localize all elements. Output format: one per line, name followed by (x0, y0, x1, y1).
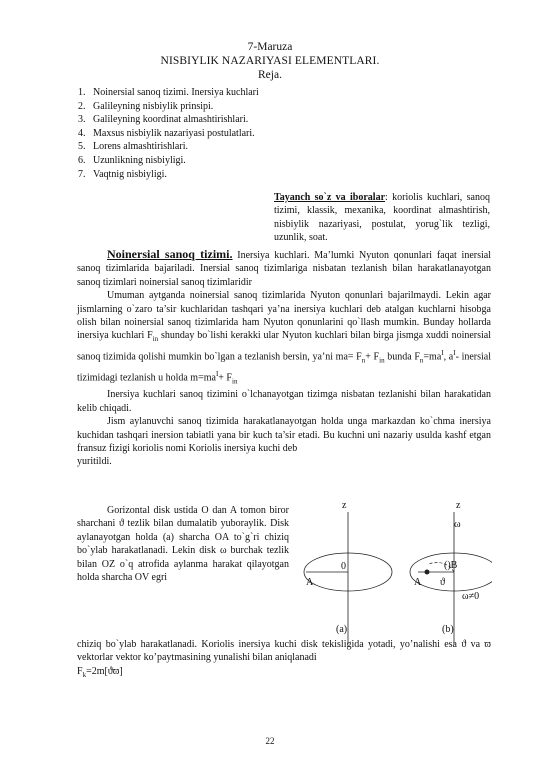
plan-item: 3. Galileyning koordinat almashtirishlari. (78, 114, 249, 126)
omega-label: ω (454, 519, 461, 530)
paragraph: Gorizontal disk ustida O dan A tomon biror sharchani ϑ tezlik bilan dumalatib yuboraylik. Disk aylanayotgan holda (a) sharcha OA to`g`ri chiziq bo`ylab harakatlanadi. Lekin disk ω burchak tezlik bilan OZ o`q atrofida aylanma harakat qilayotgan holda sharcha OV egri (77, 505, 289, 584)
ob-label: ()B (444, 560, 458, 571)
keywords-label: Tayanch so`z va iboralar (274, 192, 386, 203)
plan-heading: Reja. (258, 69, 282, 81)
paragraph: chiziq bo`ylab harakatlanadi. Koriolis inersiya kuchi disk tekisligida yotadi, yo’nalishi esa ϑ va ϖ vektorlar vektor ko’paytmasining yunalishi bilan aniqlanadi (77, 639, 491, 664)
paragraph: Umuman aytganda noinersial sanoq tizimlarida Nyuton qonunlari bajarilmaydi. Lekin agar jismlarning o`zaro ta’sir kuchlaridan tashqari ya’na inersiya kuchlari deb atalgan kuchlarni hisobga olish bilan noinersial sanoq tizimlarida ham Nyuton qonunlarini qo`llash mumkin. Bunday hollarda inersiya kuchlari $F_{in}$ shunday bo`lishi kerakki ular Nyuton kuchlari bilan birga jismga xuddi noinersial sanoq tizimida qolishi mumkin bo`lgan a tezlanish bersin, ya’ni $ma= F_n+ F_{in}$ bunda $F_n=ma^I$, $a^I-$ inersial tizimidagi tezlanish u holda $m=ma^I+ F_{in}$ (77, 290, 492, 385)
paragraph: yuritildi. (77, 456, 112, 468)
paragraph: Inersiya kuchlari sanoq tizimini o`lchanayotgan tizimga nisbatan tezlanishi bilan harakatidan kelib chiqadi. (77, 389, 491, 414)
plan-item: 5. Lorens almashtirishlari. (78, 141, 188, 153)
origin-label-left: 0 (341, 561, 346, 572)
plan-item: 6. Uzunlikning nisbiyligi. (78, 154, 186, 166)
main-text (77, 248, 491, 469)
z-label-left: z (342, 500, 347, 511)
omega-nonzero-label: ω≠0 (462, 591, 480, 602)
a-label-right: A (414, 577, 422, 588)
caption-b: (b) (442, 624, 454, 635)
plan-item: 1. Noinersial sanoq tizimi. Inersiya kuchlari (78, 87, 259, 98)
page-title: NISBIYLIK NAZARIYASI ELEMENTLARI. (160, 55, 380, 67)
paragraph: Jism aylanuvchi sanoq tizimida harakatlanayotgan holda unga markazdan ko`chma inersiya kuchidan tashqari inersion tabiatli yana bir kuch ta’sir etadi. Bu kuchni uni nazariy usulda kashf etgan fransuz fizigi koriolis nomi Koriolis inersiya kuchi deb (77, 416, 491, 454)
theta-label: ϑ (440, 577, 445, 588)
plan-item: 2. Galileyning nisbiylik prinsipi. (78, 100, 214, 112)
a-label-left: A (306, 577, 314, 588)
lecture-number: 7-Maruza (247, 41, 293, 53)
formula: $F_k=2m[ϑϖ]$ (77, 665, 123, 679)
plan-list (78, 86, 259, 181)
keywords-block (274, 191, 490, 245)
ball-marker (425, 570, 430, 575)
disk-figure (296, 494, 492, 644)
keywords-text: : koriolis kuchlari, sanoq tizimi, klassik, mexanika, koordinat almashtirish, nisbiylik nazariyasi, postulat, yorug`lik tezligi, uzunlik, soat. (274, 192, 490, 244)
disk-diagram (296, 494, 492, 644)
z-label-right: z (456, 500, 461, 511)
paragraph: Noinersial sanoq tizimi. Inersiya kuchlari. Ma’lumki Nyuton qonunlari faqat inersial sanoq tizimlarida bajariladi. Inersial sanoq tizimlariga nisbatan tezlanish bilan harakatlanayotgan sanoq tizimlari noinersial sanoq tizimlaridir (77, 247, 491, 288)
plan-item: 7. Vaqtnig nisbiyligi. (78, 168, 167, 180)
section-heading: Noinersial sanoq tizimi. (107, 247, 233, 261)
caption-a: (a) (336, 624, 348, 635)
plan-item: 4. Maxsus nisbiylik nazariyasi postulatlari. (78, 127, 255, 139)
figure-side-text (77, 504, 289, 584)
page-number: 22 (265, 736, 275, 746)
closing-text (77, 638, 491, 682)
